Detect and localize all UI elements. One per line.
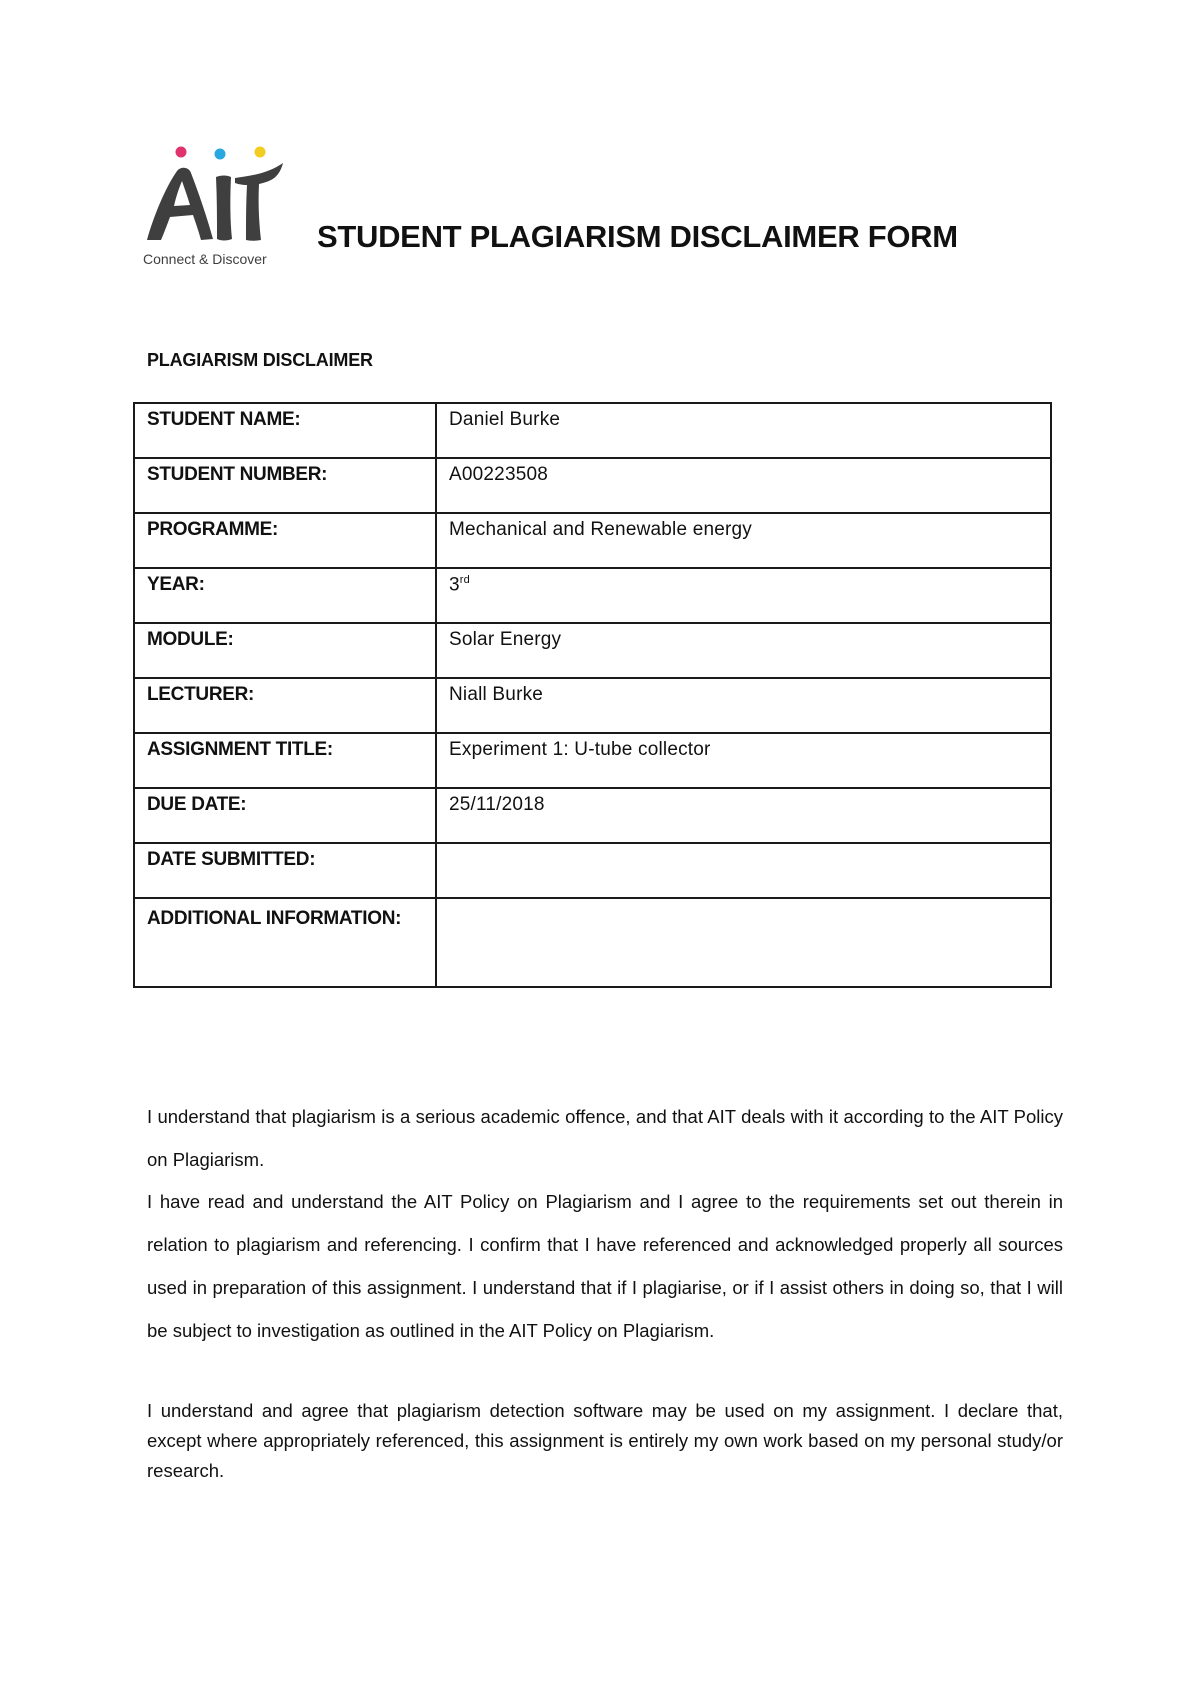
table-row (134, 458, 1051, 513)
additional-information-value[interactable] (436, 898, 1051, 987)
section-heading: PLAGIARISM DISCLAIMER (147, 350, 373, 370)
table-row (134, 678, 1051, 733)
logo-dot-yellow (255, 147, 266, 158)
ait-logo-mark-icon (143, 143, 293, 253)
student-number-value[interactable]: A00223508 (436, 458, 1051, 513)
logo-dot-pink (176, 147, 187, 158)
ait-logo (143, 143, 293, 268)
table-row (134, 843, 1051, 898)
lecturer-value[interactable]: Niall Burke (436, 678, 1051, 733)
module-label: MODULE: (134, 623, 436, 678)
table-row (134, 623, 1051, 678)
table-row (134, 733, 1051, 788)
additional-information-label: ADDITIONAL INFORMATION: (134, 898, 436, 987)
date-submitted-value[interactable] (436, 843, 1051, 898)
assignment-title-label: ASSIGNMENT TITLE: (134, 733, 436, 788)
year-value[interactable] (436, 568, 1051, 623)
module-value[interactable]: Solar Energy (436, 623, 1051, 678)
form-title: STUDENT PLAGIARISM DISCLAIMER FORM (317, 219, 958, 254)
assignment-title-value[interactable]: Experiment 1: U-tube collector (436, 733, 1051, 788)
due-date-value[interactable]: 25/11/2018 (436, 788, 1051, 843)
programme-label: PROGRAMME: (134, 513, 436, 568)
year-number: 3 (449, 574, 460, 596)
student-info-table (133, 402, 1052, 988)
programme-value[interactable]: Mechanical and Renewable energy (436, 513, 1051, 568)
table-row (134, 568, 1051, 623)
table-row (134, 403, 1051, 458)
declaration-paragraph-1: I understand that plagiarism is a serious academic offence, and that AIT deals with it according to the AIT Policy on Plagiarism. (147, 1106, 1063, 1170)
lecturer-label: LECTURER: (134, 678, 436, 733)
table-row (134, 898, 1051, 987)
due-date-label: DUE DATE: (134, 788, 436, 843)
table-row (134, 788, 1051, 843)
date-submitted-label: DATE SUBMITTED: (134, 843, 436, 898)
logo-letter-t (235, 163, 283, 241)
table-row (134, 513, 1051, 568)
logo-dot-blue (215, 149, 226, 160)
year-suffix: rd (459, 574, 470, 586)
student-name-value[interactable]: Daniel Burke (436, 403, 1051, 458)
year-label: YEAR: (134, 568, 436, 623)
declaration-paragraph-3: I understand and agree that plagiarism detection software may be used on my assignment. I declare that, except where appropriately referenced, this assignment is entirely my own work based on my personal study/or research. (147, 1400, 1063, 1481)
declaration-paragraph-2: I have read and understand the AIT Policy on Plagiarism and I agree to the requirements set out therein in relation to plagiarism and referencing. I confirm that I have referenced and acknowledged properly all sources used in preparation of this assignment. I understand that if I plagiarise, or if I assist others in doing so, that I will be subject to investigation as outlined in the AIT Policy on Plagiarism. (147, 1191, 1063, 1341)
logo-tagline: Connect & Discover (143, 251, 267, 267)
logo-letter-a (147, 168, 213, 240)
student-number-label: STUDENT NUMBER: (134, 458, 436, 513)
logo-letter-i (216, 176, 232, 241)
student-name-label: STUDENT NAME: (134, 403, 436, 458)
